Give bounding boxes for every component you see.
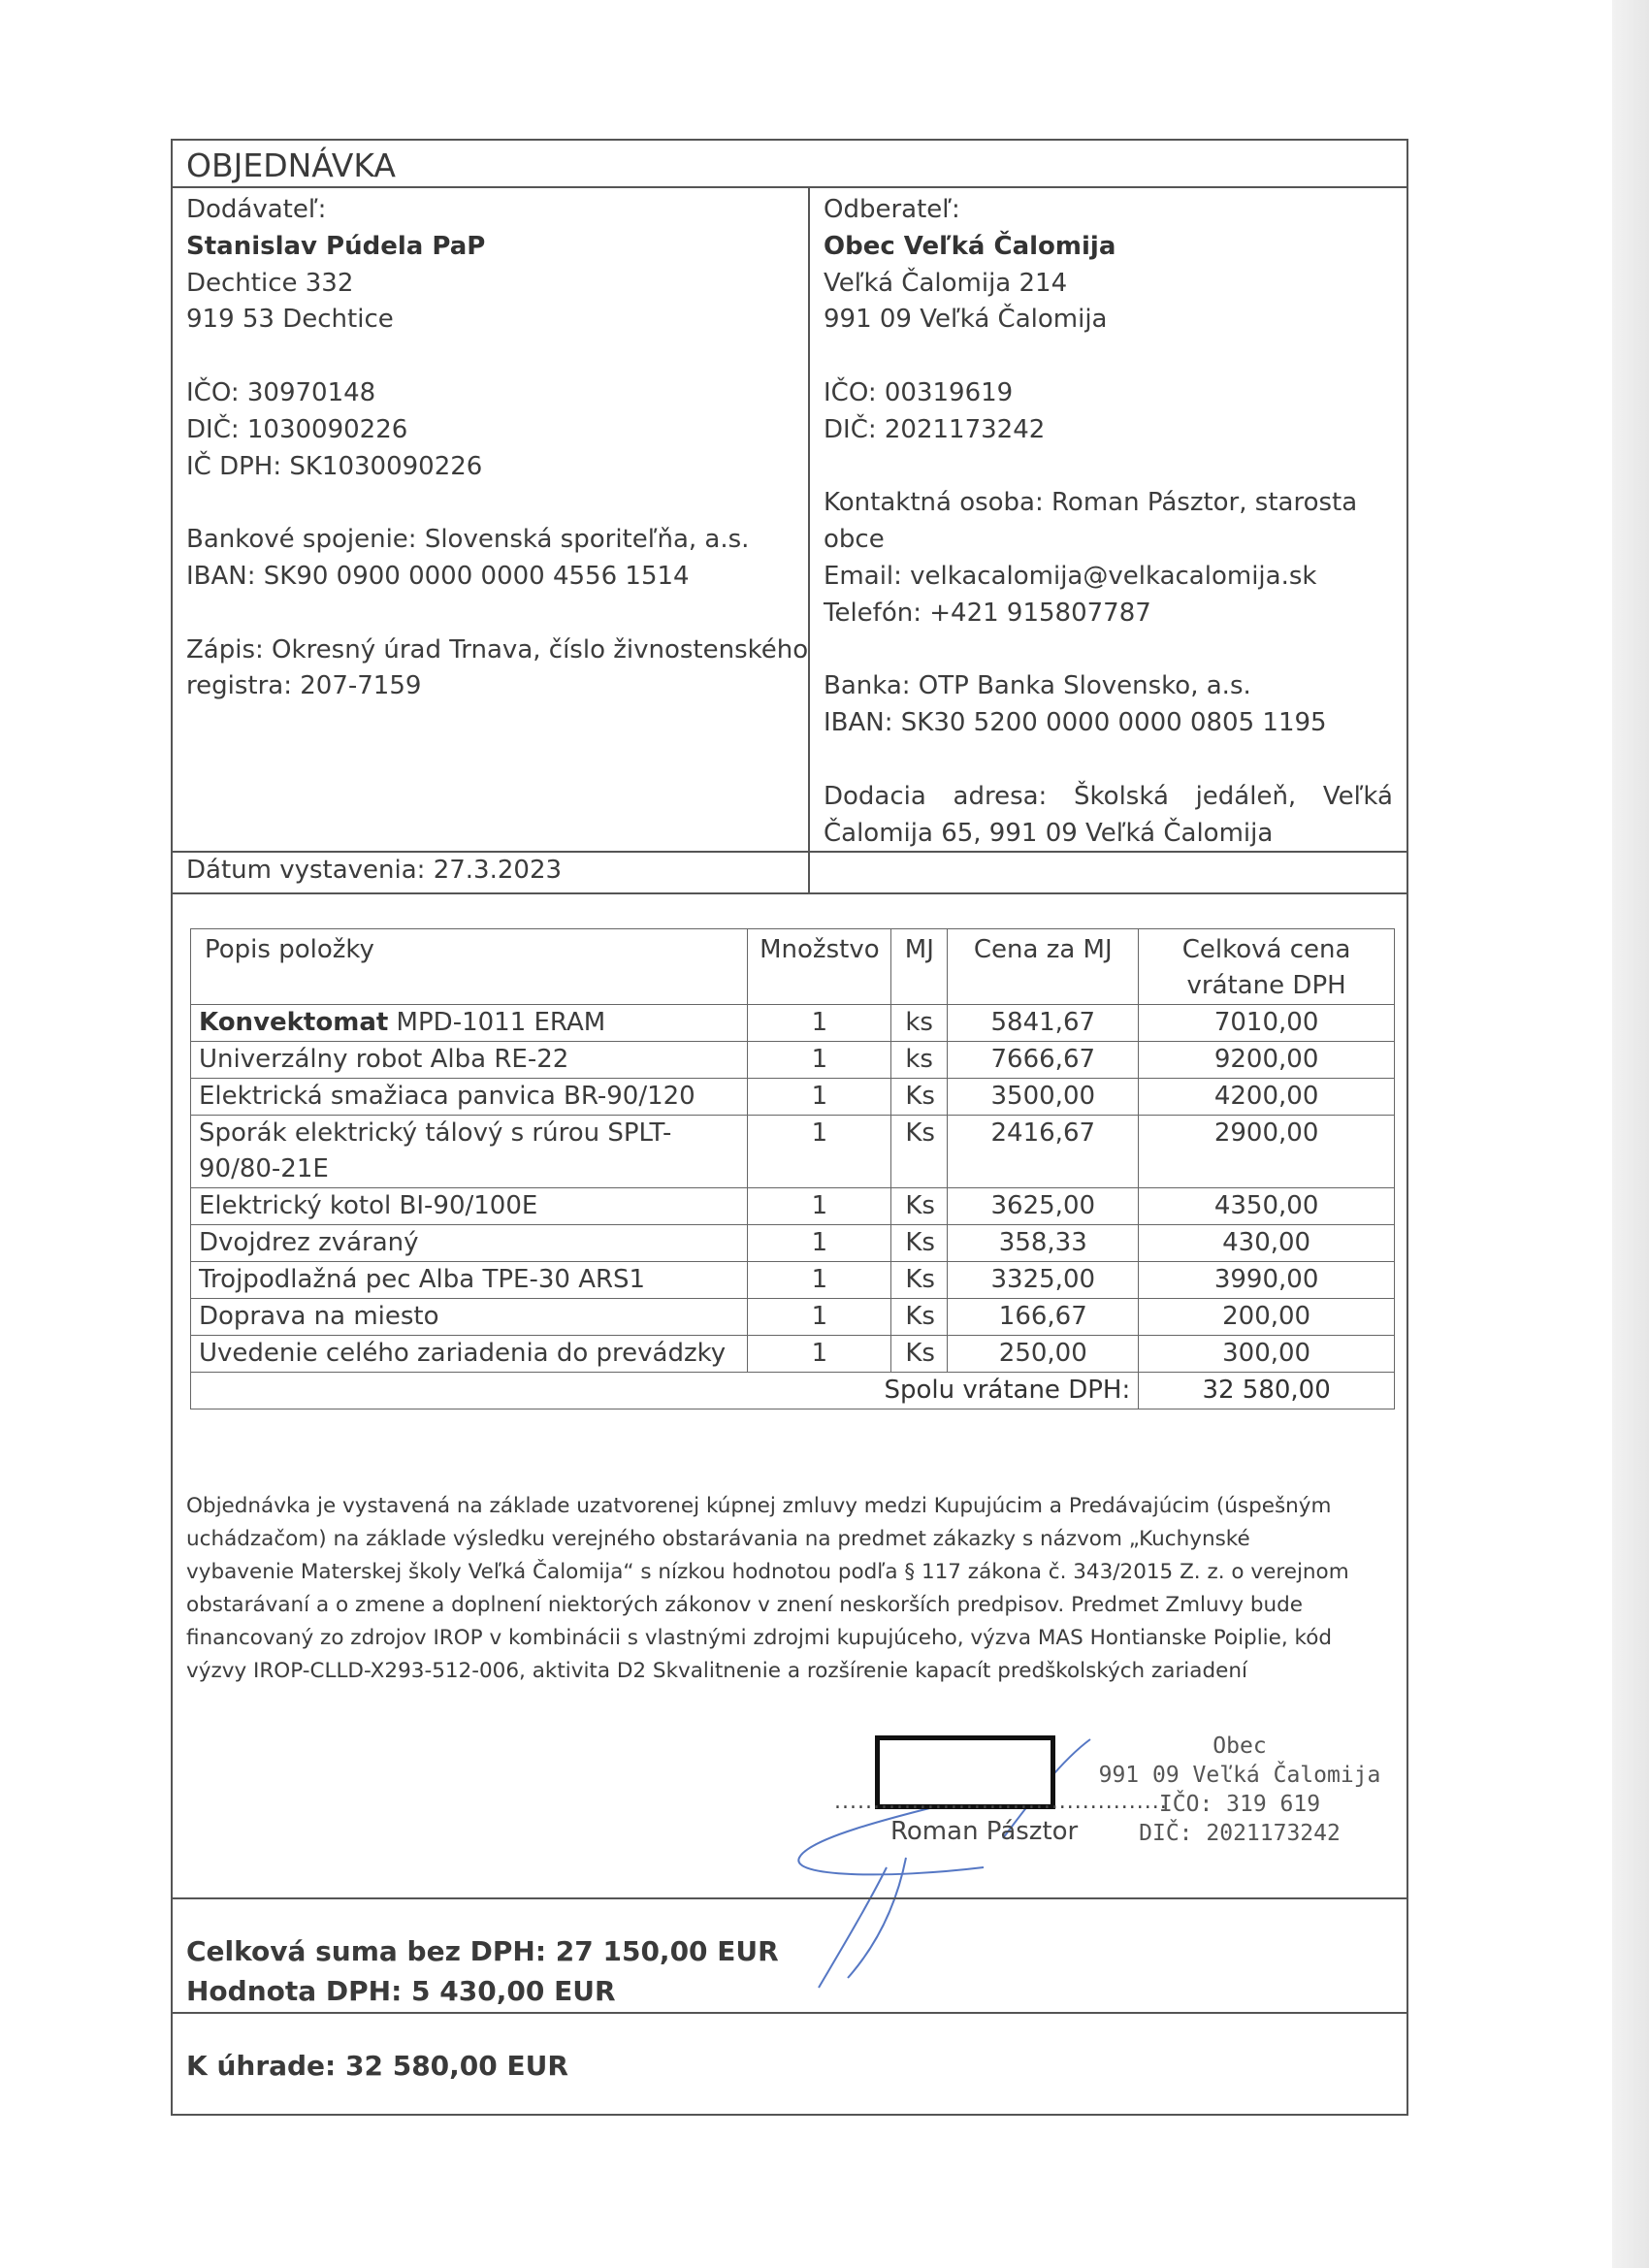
amount-to-pay: K úhrade: 32 580,00 EUR xyxy=(186,2050,568,2082)
item-unit-price: 7666,67 xyxy=(948,1042,1139,1079)
item-total: 3990,00 xyxy=(1139,1262,1395,1299)
supplier-ico: IČO: 30970148 xyxy=(186,377,376,407)
header-quantity: Množstvo xyxy=(748,929,891,1005)
item-total: 200,00 xyxy=(1139,1299,1395,1336)
item-unit: Ks xyxy=(891,1079,948,1116)
supplier-iban: IBAN: SK90 0900 0000 0000 4556 1514 xyxy=(186,561,690,591)
supplier-name: Stanislav Púdela PaP xyxy=(186,231,486,261)
item-unit-price: 3325,00 xyxy=(948,1262,1139,1299)
header-total-price: Celková cena vrátane DPH xyxy=(1139,929,1395,1005)
item-quantity: 1 xyxy=(748,1336,891,1373)
customer-name: Obec Veľká Čalomija xyxy=(824,231,1116,261)
supplier-block xyxy=(173,188,810,894)
header-description: Popis položky xyxy=(191,929,748,1005)
item-description: Dvojdrez zváraný xyxy=(191,1225,748,1262)
item-description: Doprava na miesto xyxy=(191,1299,748,1336)
item-unit-price: 3500,00 xyxy=(948,1079,1139,1116)
signature-line: ........................................... xyxy=(834,1790,1168,1814)
supplier-dic: DIČ: 1030090226 xyxy=(186,414,408,444)
item-unit: Ks xyxy=(891,1336,948,1373)
item-description: Sporák elektrický tálový s rúrou SPLT- 90/80-21E xyxy=(191,1116,748,1188)
item-total: 9200,00 xyxy=(1139,1042,1395,1079)
item-total: 300,00 xyxy=(1139,1336,1395,1373)
item-unit-price: 250,00 xyxy=(948,1336,1139,1373)
supplier-bank: Bankové spojenie: Slovenská sporiteľňa, a.s. xyxy=(186,525,750,555)
customer-dic: DIČ: 2021173242 xyxy=(824,414,1046,444)
item-unit-price: 358,33 xyxy=(948,1225,1139,1262)
item-total: 4200,00 xyxy=(1139,1079,1395,1116)
supplier-icdph: IČ DPH: SK1030090226 xyxy=(186,451,483,481)
item-quantity: 1 xyxy=(748,1299,891,1336)
customer-bank: Banka: OTP Banka Slovensko, a.s. xyxy=(824,671,1251,701)
item-quantity: 1 xyxy=(748,1116,891,1188)
item-total: 7010,00 xyxy=(1139,1005,1395,1042)
item-total: 4350,00 xyxy=(1139,1188,1395,1225)
item-total: 430,00 xyxy=(1139,1225,1395,1262)
item-description: Elektrická smažiaca panvica BR-90/120 xyxy=(191,1079,748,1116)
customer-contact: Kontaktná osoba: Roman Pásztor, starosta xyxy=(824,488,1358,518)
customer-phone: Telefón: +421 915807787 xyxy=(824,598,1151,628)
item-unit-price: 3625,00 xyxy=(948,1188,1139,1225)
customer-label: Odberateľ: xyxy=(824,195,960,224)
customer-city: 991 09 Veľká Čalomija xyxy=(824,305,1108,335)
customer-delivery-address: Dodacia adresa: Školská jedáleň, Veľká xyxy=(824,781,1393,811)
customer-ico: IČO: 00319619 xyxy=(824,377,1014,407)
item-unit: ks xyxy=(891,1005,948,1042)
supplier-street: Dechtice 332 xyxy=(186,268,354,298)
supplier-registry: Zápis: Okresný úrad Trnava, číslo živnostenského xyxy=(186,634,809,664)
issue-date: Dátum vystavenia: 27.3.2023 xyxy=(173,853,810,892)
table-row xyxy=(191,1042,1395,1079)
order-document xyxy=(171,139,1408,2116)
item-quantity: 1 xyxy=(748,1079,891,1116)
customer-email: Email: velkacalomija@velkacalomija.sk xyxy=(824,561,1317,591)
order-note: Objednávka je vystavená na základe uzatvorenej kúpnej zmluvy medzi Kupujúcim a Predávajúcim (úspešným uchádzačom) na základe výsledku verejného obstarávania na predmet zákazky s názvom „Kuchynské vybavenie Materskej školy Veľká Čalomija“ s nízkou hodnotou podľa § 117 zákona č. 343/2015 Z. z. o verejnom obstarávaní a o zmene a doplnení niektorých zákonov v znení neskorších predpisov. Predmet Zmluvy bude financovaný zo zdrojov IROP v kombinácii s vlastnými zdrojmi kupujúceho, výzva MAS Hontianske Poiplie, kód výzvy IROP-CLLD-X293-512-006, aktivita D2 Skvalitnenie a rozšírenie kapacít predškolských zariadení xyxy=(186,1494,1349,1683)
header-unit-price: Cena za MJ xyxy=(948,929,1139,1005)
customer-iban: IBAN: SK30 5200 0000 0000 0805 1195 xyxy=(824,708,1327,738)
item-unit: Ks xyxy=(891,1116,948,1188)
item-unit-price: 2416,67 xyxy=(948,1116,1139,1188)
item-quantity: 1 xyxy=(748,1188,891,1225)
total-label: Spolu vrátane DPH: xyxy=(191,1373,1139,1409)
item-description: Uvedenie celého zariadenia do prevádzky xyxy=(191,1336,748,1373)
item-quantity: 1 xyxy=(748,1225,891,1262)
item-description: Univerzálny robot Alba RE-22 xyxy=(191,1042,748,1079)
supplier-city: 919 53 Dechtice xyxy=(186,305,394,335)
item-quantity: 1 xyxy=(748,1005,891,1042)
item-unit: Ks xyxy=(891,1225,948,1262)
item-total: 2900,00 xyxy=(1139,1116,1395,1188)
table-header-row xyxy=(191,929,1395,1005)
item-quantity: 1 xyxy=(748,1042,891,1079)
scan-edge xyxy=(1612,0,1649,2268)
customer-delivery-address-cont: Čalomija 65, 991 09 Veľká Čalomija xyxy=(824,818,1274,848)
table-row xyxy=(191,1336,1395,1373)
item-description: Konvektomat MPD-1011 ERAM xyxy=(191,1005,748,1042)
total-value: 32 580,00 xyxy=(1139,1373,1395,1409)
table-total-row xyxy=(191,1373,1395,1409)
vat-amount: Hodnota DPH: 5 430,00 EUR xyxy=(186,1975,616,2007)
item-unit: ks xyxy=(891,1042,948,1079)
customer-contact-cont: obce xyxy=(824,525,885,555)
table-row xyxy=(191,1225,1395,1262)
supplier-label: Dodávateľ: xyxy=(186,195,327,224)
table-row xyxy=(191,1005,1395,1042)
item-unit: Ks xyxy=(891,1262,948,1299)
items-table xyxy=(190,928,1395,1409)
summary-divider xyxy=(173,2012,1406,2014)
table-row xyxy=(191,1299,1395,1336)
table-row xyxy=(191,1188,1395,1225)
item-description: Trojpodlažná pec Alba TPE-30 ARS1 xyxy=(191,1262,748,1299)
item-quantity: 1 xyxy=(748,1262,891,1299)
item-unit-price: 166,67 xyxy=(948,1299,1139,1336)
issue-date-row xyxy=(173,851,1406,894)
summary-block xyxy=(173,1897,1406,2118)
item-description: Elektrický kotol BI-90/100E xyxy=(191,1188,748,1225)
item-unit: Ks xyxy=(891,1188,948,1225)
supplier-registry-cont: registra: 207-7159 xyxy=(186,671,422,701)
table-row xyxy=(191,1262,1395,1299)
customer-street: Veľká Čalomija 214 xyxy=(824,268,1068,298)
document-title: OBJEDNÁVKA xyxy=(173,141,1406,188)
header-unit: MJ xyxy=(891,929,948,1005)
table-row xyxy=(191,1079,1395,1116)
table-row xyxy=(191,1116,1395,1188)
item-unit: Ks xyxy=(891,1299,948,1336)
customer-block xyxy=(810,188,1406,894)
item-unit-price: 5841,67 xyxy=(948,1005,1139,1042)
sum-without-vat: Celková suma bez DPH: 27 150,00 EUR xyxy=(186,1935,779,1967)
official-stamp: Obec 991 09 Veľká Čalomija IČO: 319 619 DIČ: 2021173242 xyxy=(1098,1733,1381,1846)
signer-name: Roman Pásztor xyxy=(890,1817,1079,1846)
